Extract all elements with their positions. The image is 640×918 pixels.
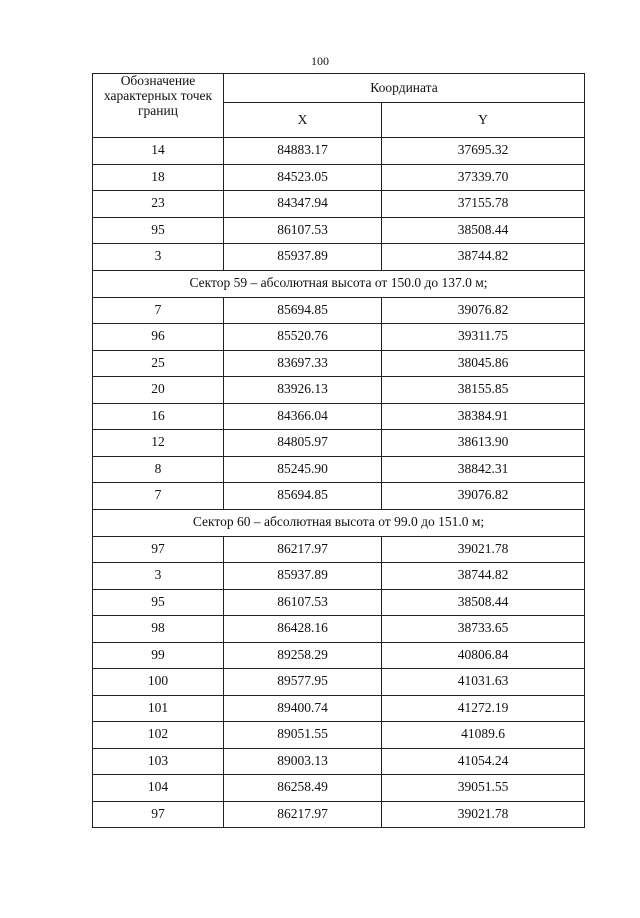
x-cell: 85694.85 [224, 483, 382, 510]
y-cell: 37155.78 [382, 191, 585, 218]
coordinates-table [92, 73, 585, 828]
sector-heading-row [93, 509, 585, 536]
table-row [93, 324, 585, 351]
y-cell: 39311.75 [382, 324, 585, 351]
sector-heading-row [93, 270, 585, 297]
y-cell: 40806.84 [382, 642, 585, 669]
x-cell: 86107.53 [224, 589, 382, 616]
x-cell: 84883.17 [224, 138, 382, 165]
y-cell: 39051.55 [382, 775, 585, 802]
point-cell: 3 [93, 563, 224, 590]
x-cell: 84366.04 [224, 403, 382, 430]
y-cell: 41031.63 [382, 669, 585, 696]
table-row [93, 244, 585, 271]
header-y: Y [382, 103, 585, 138]
point-cell: 14 [93, 138, 224, 165]
header-designation: Обозначение характерных точек границ [93, 74, 224, 138]
y-cell: 41054.24 [382, 748, 585, 775]
table-row [93, 297, 585, 324]
table-row [93, 589, 585, 616]
x-cell: 83926.13 [224, 377, 382, 404]
table-row [93, 801, 585, 828]
y-cell: 38508.44 [382, 217, 585, 244]
table-row [93, 695, 585, 722]
point-cell: 98 [93, 616, 224, 643]
point-cell: 95 [93, 217, 224, 244]
table-row [93, 563, 585, 590]
point-cell: 96 [93, 324, 224, 351]
y-cell: 38045.86 [382, 350, 585, 377]
y-cell: 38842.31 [382, 456, 585, 483]
x-cell: 86107.53 [224, 217, 382, 244]
table-row [93, 191, 585, 218]
x-cell: 89051.55 [224, 722, 382, 749]
table-row [93, 483, 585, 510]
y-cell: 37695.32 [382, 138, 585, 165]
table-row [93, 748, 585, 775]
point-cell: 25 [93, 350, 224, 377]
y-cell: 39021.78 [382, 536, 585, 563]
x-cell: 89400.74 [224, 695, 382, 722]
point-cell: 97 [93, 536, 224, 563]
x-cell: 85937.89 [224, 244, 382, 271]
point-cell: 103 [93, 748, 224, 775]
y-cell: 39076.82 [382, 483, 585, 510]
y-cell: 38733.65 [382, 616, 585, 643]
x-cell: 89577.95 [224, 669, 382, 696]
table-row [93, 217, 585, 244]
sector-heading: Сектор 59 – абсолютная высота от 150.0 до 137.0 м; [93, 270, 585, 297]
table-row [93, 138, 585, 165]
point-cell: 16 [93, 403, 224, 430]
table-row [93, 430, 585, 457]
x-cell: 85245.90 [224, 456, 382, 483]
point-cell: 97 [93, 801, 224, 828]
y-cell: 38744.82 [382, 244, 585, 271]
header-x: X [224, 103, 382, 138]
table-row [93, 377, 585, 404]
page-number: 100 [311, 54, 329, 68]
x-cell: 84523.05 [224, 164, 382, 191]
table-row [93, 642, 585, 669]
x-cell: 89003.13 [224, 748, 382, 775]
point-cell: 100 [93, 669, 224, 696]
y-cell: 39021.78 [382, 801, 585, 828]
point-cell: 3 [93, 244, 224, 271]
table-row [93, 669, 585, 696]
point-cell: 99 [93, 642, 224, 669]
x-cell: 86428.16 [224, 616, 382, 643]
table-row [93, 456, 585, 483]
sector-heading: Сектор 60 – абсолютная высота от 99.0 до 151.0 м; [93, 509, 585, 536]
point-cell: 102 [93, 722, 224, 749]
point-cell: 104 [93, 775, 224, 802]
x-cell: 85520.76 [224, 324, 382, 351]
y-cell: 38508.44 [382, 589, 585, 616]
y-cell: 38613.90 [382, 430, 585, 457]
table-row [93, 350, 585, 377]
table-row [93, 616, 585, 643]
header-coordinate: Координата [224, 74, 585, 103]
point-cell: 7 [93, 483, 224, 510]
x-cell: 85694.85 [224, 297, 382, 324]
x-cell: 84347.94 [224, 191, 382, 218]
y-cell: 41089.6 [382, 722, 585, 749]
point-cell: 18 [93, 164, 224, 191]
x-cell: 84805.97 [224, 430, 382, 457]
table-body [93, 138, 585, 828]
x-cell: 86258.49 [224, 775, 382, 802]
point-cell: 101 [93, 695, 224, 722]
table-row [93, 722, 585, 749]
point-cell: 8 [93, 456, 224, 483]
y-cell: 38384.91 [382, 403, 585, 430]
y-cell: 38155.85 [382, 377, 585, 404]
x-cell: 83697.33 [224, 350, 382, 377]
table-row [93, 164, 585, 191]
point-cell: 95 [93, 589, 224, 616]
x-cell: 86217.97 [224, 801, 382, 828]
y-cell: 37339.70 [382, 164, 585, 191]
table-row [93, 403, 585, 430]
table-row [93, 536, 585, 563]
table-row [93, 775, 585, 802]
x-cell: 85937.89 [224, 563, 382, 590]
point-cell: 7 [93, 297, 224, 324]
y-cell: 39076.82 [382, 297, 585, 324]
x-cell: 86217.97 [224, 536, 382, 563]
y-cell: 41272.19 [382, 695, 585, 722]
point-cell: 23 [93, 191, 224, 218]
header-row [93, 74, 585, 103]
point-cell: 12 [93, 430, 224, 457]
y-cell: 38744.82 [382, 563, 585, 590]
x-cell: 89258.29 [224, 642, 382, 669]
point-cell: 20 [93, 377, 224, 404]
